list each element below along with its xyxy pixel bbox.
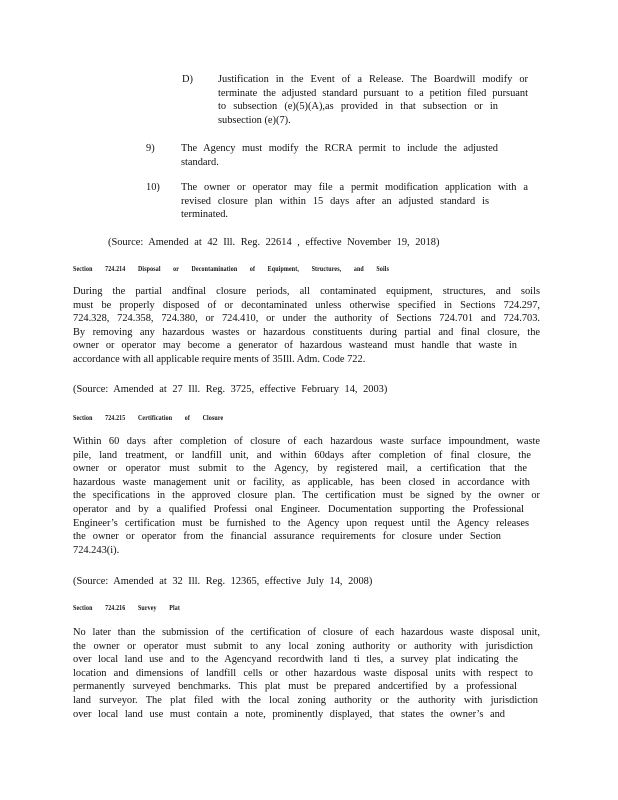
item-10-label: 10): [146, 182, 160, 193]
item-d-line: subsection (e)(7).: [218, 114, 291, 126]
section-heading-724-216: Section 724.216 Survey Plat: [73, 603, 181, 612]
item-9-line: standard.: [181, 156, 219, 168]
item-d-line: terminate the adjusted standard pursuant to a petition filed pursuant: [218, 87, 528, 99]
paragraph-line: No later than the submission of the certification of closure of each hazardous waste disposal unit,: [73, 627, 540, 638]
paragraph-line: Engineer’s certification must be furnished to the Agency upon request until the Agency releases: [73, 517, 529, 529]
section-heading-724-215: Section 724.215 Certification of Closure: [73, 413, 224, 422]
section-724-214-body: [73, 285, 540, 367]
item-10-text: [181, 181, 528, 222]
paragraph-line: operator and by a qualified Professi onal Engineer. Documentation supporting the Professional: [73, 503, 524, 515]
paragraph-line: must be properly disposed of or decontaminated unless otherwise specified in Sections 724.297,: [73, 299, 540, 311]
section-724-215-body: [73, 435, 540, 557]
paragraph-line: Within 60 days after completion of closure of each hazardous waste surface impoundment, waste: [73, 436, 540, 447]
paragraph-line: 724.328, 724.358, 724.380, or 724.410, or under the authority of Sections 724.701 and 724.703.: [73, 313, 540, 325]
section-724-216-body: [73, 626, 540, 721]
item-10-line: terminated.: [181, 209, 229, 221]
item-10-line: The owner or operator may file a permit modification application with a: [181, 182, 528, 193]
item-10-line: revised closure plan within 15 days after an adjusted standard is: [181, 195, 489, 207]
item-d-label: D): [182, 74, 193, 85]
paragraph-line: permanently surveyed benchmarks. This plat must be prepared andcertified by a professional: [73, 681, 517, 693]
source-note: (Source: Amended at 32 Ill. Reg. 12365, effective July 14, 2008): [73, 576, 373, 587]
source-note: (Source: Amended at 42 Ill. Reg. 22614 , effective November 19, 2018): [108, 237, 440, 248]
item-9-label: 9): [146, 143, 155, 154]
paragraph-line: over local land use must contain a note, prominently displayed, that states the owner’s and: [73, 708, 505, 720]
source-note: (Source: Amended at 27 Ill. Reg. 3725, effective February 14, 2003): [73, 384, 388, 395]
paragraph-line: 724.243(i).: [73, 544, 120, 556]
item-d-line: Justification in the Event of a Release. The Boardwill modify or: [218, 74, 528, 85]
paragraph-line: accordance with all applicable require ments of 35Ill. Adm. Code 722.: [73, 353, 366, 365]
paragraph-line: hazardous waste management unit or facility, as applicable, has been closed in accordance with: [73, 476, 530, 488]
paragraph-line: the owner or operator from the financial assurance requirements for closure under Section: [73, 531, 501, 543]
item-d-line: to subsection (e)(5)(A),as provided in that subsection or in: [218, 101, 498, 113]
paragraph-line: During the partial andfinal closure periods, all contaminated equipment, structures, and soils: [73, 286, 540, 297]
paragraph-line: By removing any hazardous wastes or hazardous constituents during partial and final closure, the: [73, 326, 540, 338]
paragraph-line: owner or operator must submit to the Agency, by registered mail, a certification that the: [73, 463, 527, 475]
paragraph-line: owner or operator may become a generator of hazardous wasteand must handle that waste in: [73, 340, 517, 352]
paragraph-line: land surveyor. The plat filed with the local zoning authority or the authority with jurisdiction: [73, 694, 538, 706]
paragraph-line: pile, land treatment, or landfill unit, and within 60days after completion of final closure, the: [73, 449, 531, 461]
item-d-text: [218, 73, 528, 127]
paragraph-line: over local land use and to the Agencyand recordwith land ti tles, a survey plat indicating the: [73, 654, 518, 666]
paragraph-line: the specifications in the approved closure plan. The certification must be signed by the owner or: [73, 490, 540, 502]
item-9-text: [181, 142, 498, 169]
item-9-line: The Agency must modify the RCRA permit to include the adjusted: [181, 143, 498, 154]
paragraph-line: location and dimensions of landfill cells or other hazardous waste disposal units with respect to: [73, 667, 533, 679]
paragraph-line: the owner or operator must submit to any local zoning authority or authority with jurisdiction: [73, 640, 533, 652]
section-heading-724-214: Section 724.214 Disposal or Decontamination of Equipment, Structures, and Soils: [73, 264, 390, 273]
